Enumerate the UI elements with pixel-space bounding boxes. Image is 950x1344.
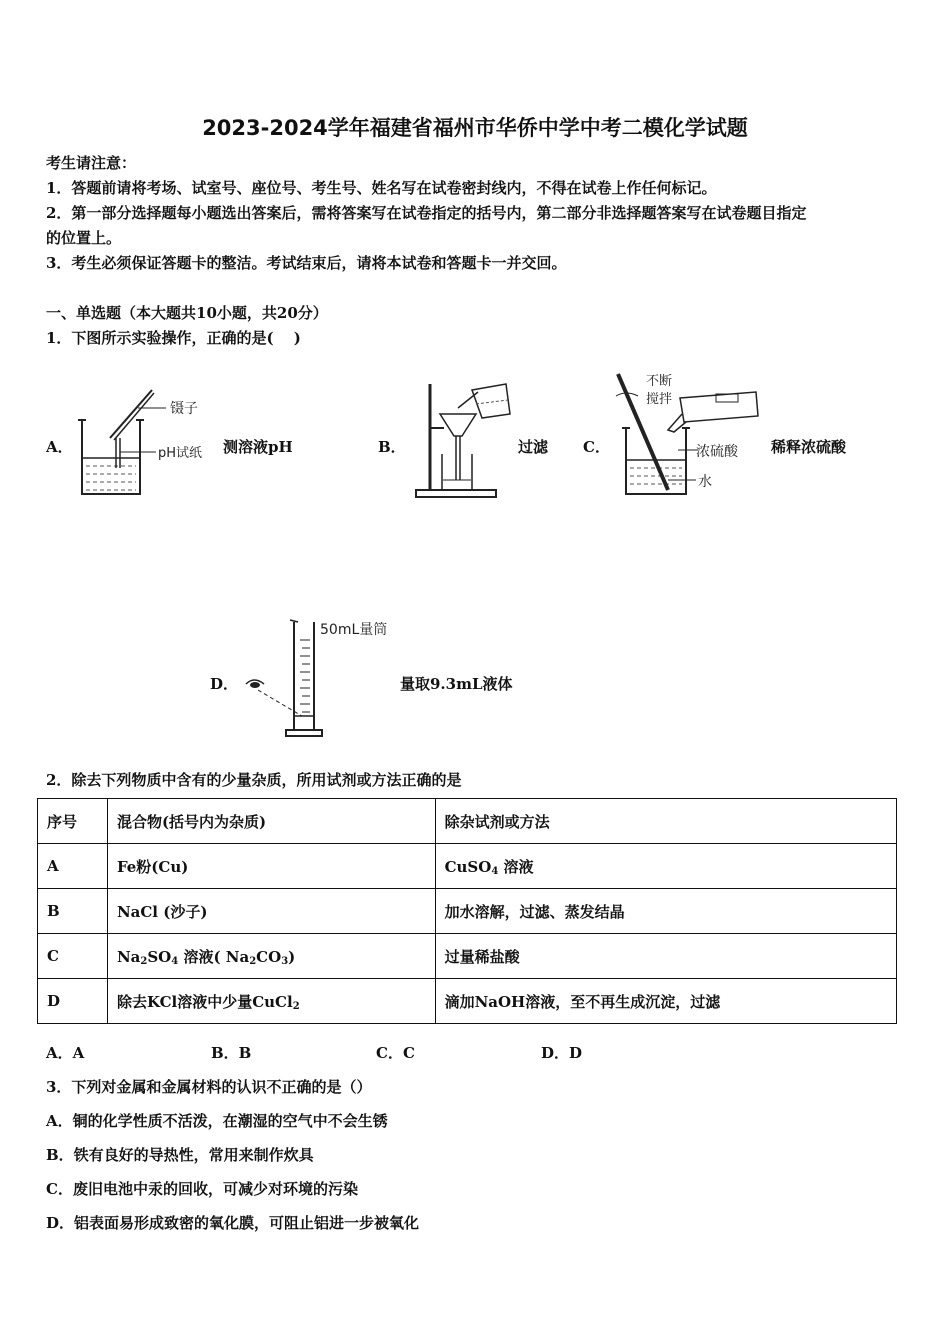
page-title: 2023-2024学年福建省福州市华侨中学中考二模化学试题 xyxy=(202,116,748,140)
notice-heading: 考生请注意： xyxy=(46,154,137,172)
q3-option-d[interactable]: D．铝表面易形成致密的氧化膜，可阻止铝进一步被氧化 xyxy=(46,1214,420,1232)
conc-acid-label: 浓硫酸 xyxy=(696,444,738,460)
q1-option-a-letter: A． xyxy=(46,438,73,456)
subscript: 2 xyxy=(140,955,148,967)
q3-option-b[interactable]: B．铁有良好的导热性，常用来制作炊具 xyxy=(46,1146,314,1164)
mixture-text: ) xyxy=(288,947,296,966)
measuring-cylinder-figure xyxy=(238,612,398,742)
mixture-text: Na xyxy=(116,947,141,966)
stir-label-1: 不断 xyxy=(646,374,673,389)
method-cell xyxy=(435,844,896,889)
question-3-stem: 3．下列对金属和金属材料的认识不正确的是（） xyxy=(46,1078,372,1096)
q1-option-b-caption: 过滤 xyxy=(518,438,549,456)
tweezers-label: 镊子 xyxy=(170,401,198,417)
filtration-figure xyxy=(410,378,520,500)
q1-option-c-letter: C． xyxy=(583,438,610,456)
ph-test-figure xyxy=(70,380,230,500)
mixture-text: SO xyxy=(147,947,172,966)
question-2-choices xyxy=(46,1042,746,1062)
choice-a[interactable]: A．A xyxy=(46,1044,85,1062)
method-text: 过量稀盐酸 xyxy=(444,947,520,966)
subscript: 4 xyxy=(491,865,499,877)
question-1-stem: 1．下图所示实验操作，正确的是( ) xyxy=(46,329,301,347)
impurity-table xyxy=(37,798,897,1024)
row-id: B xyxy=(38,889,108,934)
mixture-text: 除去KCl溶液中少量CuCl xyxy=(116,992,293,1011)
question-2-stem: 2．除去下列物质中含有的少量杂质，所用试剂或方法正确的是 xyxy=(46,771,462,789)
table-header-row xyxy=(38,799,897,844)
table-row xyxy=(38,889,897,934)
q1-option-b-letter: B． xyxy=(378,438,406,456)
row-id: A xyxy=(38,844,108,889)
q1-option-c-caption: 稀释浓硫酸 xyxy=(771,438,847,456)
table-row xyxy=(38,979,897,1024)
table-row xyxy=(38,844,897,889)
method-text: CuSO xyxy=(444,857,492,876)
choice-b[interactable]: B．B xyxy=(211,1044,252,1062)
notice-item-1: 1．答题前请将考场、试室号、座位号、考生号、姓名写在试卷密封线内，不得在试卷上作任何标记。 xyxy=(46,179,717,197)
header-cell: 序号 xyxy=(38,799,108,844)
mixture-text: CO xyxy=(256,947,282,966)
mixture-text: 溶液( Na xyxy=(183,947,250,966)
method-text: 滴加NaOH溶液，至不再生成沉淀，过滤 xyxy=(444,992,721,1011)
choice-d[interactable]: D．D xyxy=(541,1044,583,1062)
choice-c[interactable]: C．C xyxy=(376,1044,415,1062)
subscript: 3 xyxy=(281,955,289,967)
q1-option-a-caption: 测溶液pH xyxy=(223,438,293,456)
subscript: 2 xyxy=(292,1000,300,1012)
q1-option-d-caption: 量取9.3mL液体 xyxy=(400,675,513,693)
method-text: 溶液 xyxy=(503,857,534,876)
mixture-cell xyxy=(107,889,435,934)
row-id: C xyxy=(38,934,108,979)
method-cell xyxy=(435,934,896,979)
method-cell xyxy=(435,889,896,934)
subscript: 4 xyxy=(171,955,179,967)
table-row xyxy=(38,934,897,979)
header-cell: 混合物(括号内为杂质) xyxy=(107,799,435,844)
row-id: D xyxy=(38,979,108,1024)
mixture-cell xyxy=(107,979,435,1024)
subscript: 2 xyxy=(249,955,257,967)
notice-item-2: 2．第一部分选择题每小题选出答案后，需将答案写在试卷指定的括号内，第二部分非选择题答案写在试卷题目指定 xyxy=(46,204,807,222)
cylinder-label: 50mL量筒 xyxy=(320,622,388,638)
notice-item-2-cont: 的位置上。 xyxy=(46,229,122,247)
mixture-cell xyxy=(107,844,435,889)
q1-option-d-letter: D． xyxy=(210,675,239,693)
mixture-cell xyxy=(107,934,435,979)
q3-option-c[interactable]: C．废旧电池中汞的回收，可减少对环境的污染 xyxy=(46,1180,358,1198)
mixture-text: NaCl (沙子) xyxy=(116,902,208,921)
notice-item-3: 3．考生必须保证答题卡的整洁。考试结束后，请将本试卷和答题卡一并交回。 xyxy=(46,254,567,272)
method-text: 加水溶解，过滤、蒸发结晶 xyxy=(444,902,625,921)
stir-label-2: 搅拌 xyxy=(646,392,673,407)
method-cell xyxy=(435,979,896,1024)
ph-paper-label: pH试纸 xyxy=(158,446,203,461)
section-heading: 一、单选题（本大题共10小题，共20分） xyxy=(46,304,328,322)
water-label: 水 xyxy=(698,474,712,490)
mixture-text: Fe粉(Cu) xyxy=(116,857,189,876)
q3-option-a[interactable]: A．铜的化学性质不活泼，在潮湿的空气中不会生锈 xyxy=(46,1112,388,1130)
dilute-sulfuric-acid-figure xyxy=(606,370,766,502)
header-cell: 除杂试剂或方法 xyxy=(435,799,896,844)
